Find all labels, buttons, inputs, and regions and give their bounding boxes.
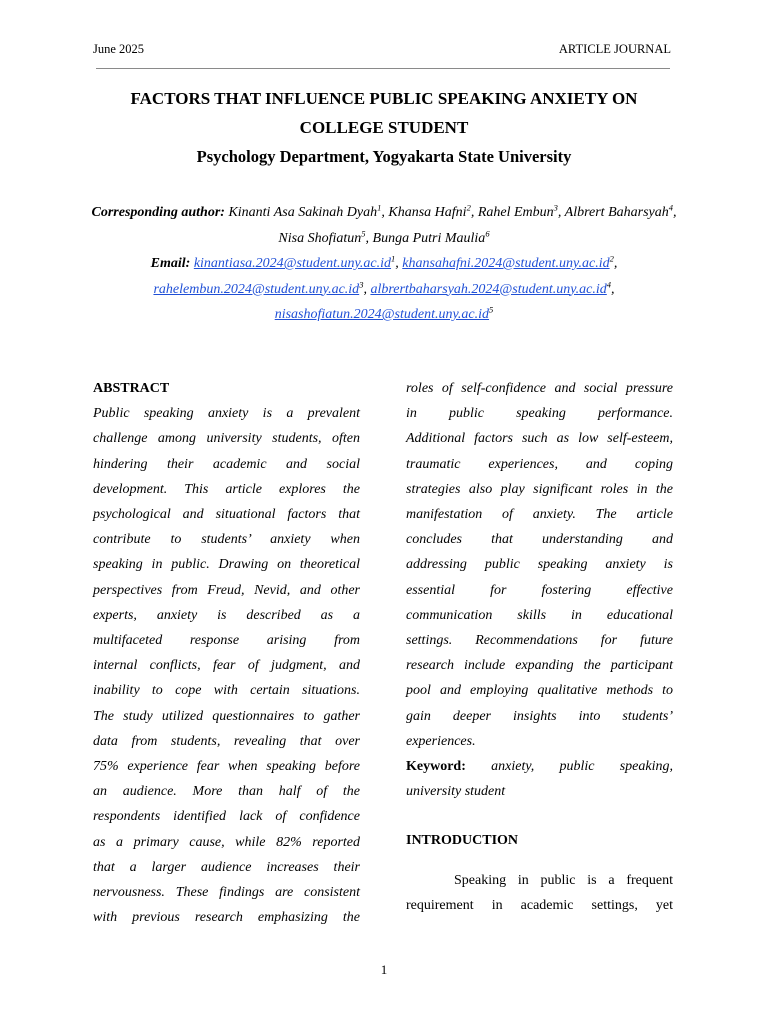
abstract-line: communication skills in educational [406, 607, 673, 623]
title-block [80, 84, 688, 171]
keyword-line [406, 754, 673, 779]
author-name: Nisa Shofiatun [278, 230, 362, 246]
abstract-line: concludes that understanding and [406, 532, 673, 548]
abstract-line: addressing public speaking anxiety is [406, 557, 673, 573]
abstract-line: research include expanding the participant [406, 658, 673, 674]
email-list [150, 253, 618, 322]
abstract-line: with previous research emphasizing the [93, 910, 360, 926]
email-affiliation-number: 2 [609, 253, 614, 264]
introduction-line-2: requirement in academic settings, yet [406, 897, 673, 913]
abstract-line: roles of self-confidence and social pressure [406, 381, 673, 396]
author-name: Kinanti Asa Sakinah Dyah [228, 205, 378, 220]
abstract-line: Public speaking anxiety is a prevalent [93, 406, 360, 422]
abstract-line: in public speaking performance. [406, 406, 673, 422]
header-date: June 2025 [93, 42, 145, 56]
abstract-text-right [406, 376, 673, 729]
email-label: Email: [150, 256, 191, 271]
author-name: Rahel Embun [477, 205, 554, 220]
author-affiliation-number: 1 [377, 202, 382, 213]
email-link[interactable]: nisashofiatun.2024@student.uny.ac.id [274, 307, 490, 322]
email-separator: , [613, 256, 618, 271]
email-link[interactable]: kinantiasa.2024@student.uny.ac.id [193, 256, 392, 271]
abstract-line: nervousness. These findings are consistent [93, 885, 360, 901]
abstract-line: psychological and situational factors that [93, 507, 360, 523]
keyword-label: Keyword: [406, 759, 466, 775]
email-affiliation-number: 3 [359, 278, 364, 289]
author-affiliation-number: 5 [361, 227, 366, 238]
author-separator: , [672, 205, 677, 220]
department: Psychology Department, Yogyakarta State University [196, 147, 572, 166]
abstract-line: manifestation of anxiety. The article [406, 507, 673, 523]
left-column [93, 376, 360, 930]
email-affiliation-number: 4 [606, 278, 612, 289]
author-name: Khansa Hafni [388, 205, 467, 220]
abstract-last-line: experiences. [406, 733, 476, 749]
abstract-line: respondents identified lack of confidence [93, 809, 360, 825]
author-block [88, 200, 680, 328]
abstract-line: an audience. More than half of the [93, 784, 360, 800]
author-affiliation-number: 3 [553, 202, 558, 213]
email-affiliation-number: 1 [391, 253, 396, 264]
author-affiliation-number: 2 [466, 202, 471, 213]
abstract-line: The study utilized questionnaires to gather [93, 708, 360, 724]
abstract-line: Additional factors such as low self-esteem, [406, 431, 673, 447]
abstract-line: inability to cope with certain situations. [93, 683, 360, 699]
abstract-text-left [93, 401, 360, 930]
email-line [88, 251, 680, 328]
email-separator: , [395, 256, 403, 271]
introduction-line-1: Speaking in public is a frequent [454, 872, 673, 888]
abstract-heading: ABSTRACT [93, 381, 170, 396]
title-line-1: FACTORS THAT INFLUENCE PUBLIC SPEAKING ANXIETY ON [130, 89, 638, 108]
email-affiliation-number: 5 [489, 304, 494, 315]
abstract-line: data from students, revealing that over [93, 733, 360, 749]
abstract-line: pool and employing qualitative methods to [406, 683, 673, 699]
keyword-text: anxiety, public speaking, [491, 759, 673, 775]
abstract-line: essential for fostering effective [406, 582, 673, 598]
abstract-line: development. This article explores the [93, 481, 360, 497]
abstract-line: settings. Recommendations for future [406, 633, 673, 649]
author-separator: , [381, 205, 389, 220]
email-separator: , [611, 281, 615, 297]
abstract-line: multifaceted response arising from [93, 633, 360, 649]
author-name: Bunga Putri Maulia [372, 230, 486, 246]
abstract-line: challenge among university students, often [93, 431, 360, 447]
email-link[interactable]: albrertbaharsyah.2024@student.uny.ac.id [370, 281, 607, 297]
keyword-line-2: university student [406, 784, 506, 800]
corresponding-author-label: Corresponding author: [91, 205, 225, 220]
email-link[interactable]: rahelembun.2024@student.uny.ac.id [153, 281, 360, 297]
header-journal: ARTICLE JOURNAL [558, 42, 671, 56]
abstract-line: internal conflicts, fear of judgment, and [93, 658, 360, 674]
introduction-heading: INTRODUCTION [406, 833, 519, 849]
abstract-line: experts, anxiety is described as a [93, 607, 360, 623]
abstract-line: contribute to students’ anxiety when [93, 532, 360, 548]
author-list [228, 202, 677, 246]
email-link[interactable]: khansahafni.2024@student.uny.ac.id [402, 256, 610, 271]
abstract-line: as a primary cause, while 82% reported [93, 834, 360, 850]
author-affiliation-number: 6 [485, 227, 490, 238]
title-line-2: COLLEGE STUDENT [299, 118, 469, 137]
author-separator: , [557, 205, 565, 220]
abstract-line: perspectives from Freud, Nevid, and other [93, 582, 360, 598]
header-rule [96, 68, 670, 69]
author-separator: , [365, 230, 373, 246]
email-separator: , [363, 281, 371, 297]
abstract-line: gain deeper insights into students’ [406, 708, 673, 724]
abstract-line: traumatic experiences, and coping [406, 456, 673, 472]
abstract-line: speaking in public. Drawing on theoretical [93, 557, 360, 573]
abstract-line: hindering their academic and social [93, 456, 360, 472]
author-name: Albrert Baharsyah [564, 205, 669, 220]
page-number: 1 [380, 962, 388, 977]
right-column [406, 376, 673, 918]
abstract-line: strategies also play significant roles in the [406, 481, 673, 497]
author-separator: , [470, 205, 478, 220]
abstract-line: 75% experience fear when speaking before [93, 759, 360, 775]
author-line [88, 200, 680, 251]
abstract-line: that a larger audience increases their [93, 859, 360, 875]
author-affiliation-number: 4 [668, 202, 673, 213]
